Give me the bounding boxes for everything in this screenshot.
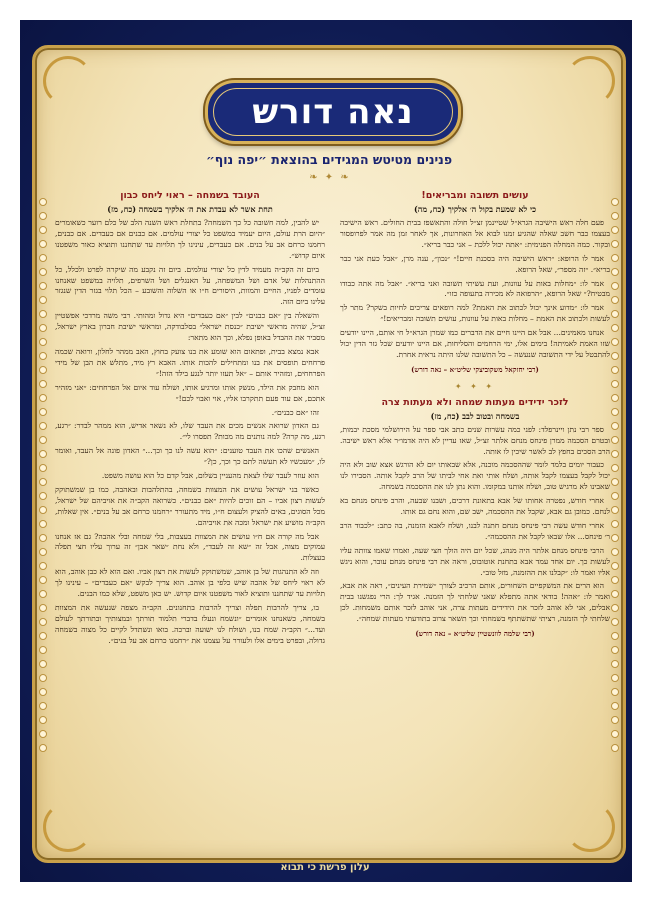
bead-icon (39, 534, 47, 542)
bead-icon (611, 380, 619, 388)
bead-icon (39, 366, 47, 374)
left-column (55, 190, 325, 650)
bead-icon (611, 212, 619, 220)
bead-icon (39, 674, 47, 682)
paragraph: ביום זה הקב״ה מעמיד לדין כל יצורי עולמים. ביום זה נקבע מה שיקרה לפרט ולכלל, כל ההתנהלות של אדם ושל המשפחה, על האנגלים ושל השרפים, תלויה במשפט שאנחנו עומדים לפניו, החיים והמוות, היסורים ח״ו או השלוה והשובע – הכל תלוי בגזר הדין שנגזר עלינו ביום הזה. (55, 264, 325, 307)
bead-icon (611, 310, 619, 318)
bead-icon (611, 520, 619, 528)
bead-icon (39, 590, 47, 598)
bead-icon (39, 478, 47, 486)
bead-icon (39, 268, 47, 276)
paragraph: כאשר בני ישראל עושים את המצוות בשמחה, בהתלהבות ובאהבה, כמו בן שמשתוקק לעשות רצון אביו – הם זוכים להיות ״אם כבנים״. כשרואה הקב״ה את אויביהם של ישראל, מכל הסוגים, באים להציק ולעצום ח״ו, מיד מתעורר ״רחמנו כרחם אב על בנים״. אין שאלות, הקב״ה מושיע את ישראל ומכה את אויביהם. (55, 484, 325, 527)
bead-icon (39, 520, 47, 528)
article-credit: (רבי יחזקאל משקוביצקי שליט״א – נאה דורש) (411, 364, 539, 374)
article-title: עושים תשובה ומבריאים! (421, 190, 529, 201)
bead-icon (39, 702, 47, 710)
bead-icon (39, 282, 47, 290)
bead-icon (39, 254, 47, 262)
bead-icon (611, 688, 619, 696)
bead-icon (39, 618, 47, 626)
paragraph: אחרי חודש, נפטרה אחותו של אבא בתאונת דרכים, ושבנו שבעה, והרב פינחס מנחם בא לנחם. כמובן גם אבא, שקבל את ההסכמה, ישב שם, והוא נחם גם אותו. (340, 496, 610, 517)
bead-icon (611, 240, 619, 248)
bead-icon (39, 548, 47, 556)
bead-icon (39, 646, 47, 654)
article-verse: כי לא שמעת בקול ה׳ אלקיך (כח, מה) (413, 204, 537, 214)
corner-ornament-icon (43, 802, 93, 852)
bead-icon (39, 506, 47, 514)
bead-icon (611, 576, 619, 584)
bead-border-right (611, 198, 619, 758)
footer-caption: עלון פרשת כי תבוא (280, 862, 370, 873)
bead-icon (611, 534, 619, 542)
bead-icon (611, 324, 619, 332)
bead-icon (39, 436, 47, 444)
bead-icon (39, 604, 47, 612)
corner-ornament-icon (565, 802, 615, 852)
bead-icon (611, 436, 619, 444)
paragraph: אמר לו: ״מחלות באות על עוונות, ועת עשיתי תשובה ואני בריא״. ״אבל מה אתה כבודו מבטיח?״ שאל הרופא, ״הרפואה לא מכירה בתעופה כזו״. (340, 278, 610, 299)
bead-icon (611, 618, 619, 626)
paragraph: אבל מה קורה אם ח״ו עושים את המצוות בעצבות, בלי שמחה ובלי אהבה? גם אז אנחנו עמוקים מצוה, אבל זה ״שא זה לעבד״, ולא נחת ״שאר אבן״ זה ערוך עליו חצי תפלה בעצלות. (55, 531, 325, 563)
corner-ornament-icon (565, 56, 615, 106)
bead-icon (39, 408, 47, 416)
paragraph: וזה לא התנהגות של בן אוהב, שמשתוקק לעשות את רצון אביו. ואם הוא לא כבן אוהב, הוא לא ראוי ליחס של אהבה שיש כלפי בן אוהב. הוא צריך לבקש ״אם כעבדים״ – עינינו לך תלויות עד שתחננו ותוציא לאור משפטנו איום קדוש. יש כאן משפט, שלא כמו הבנים. (55, 567, 325, 599)
bead-icon (611, 422, 619, 430)
bead-icon (39, 632, 47, 640)
bead-icon (39, 450, 47, 458)
bead-icon (611, 450, 619, 458)
subtitle: פנינים מטיטש המגידים בהוצאת ״יפה נוף״ (205, 152, 453, 167)
bead-icon (39, 310, 47, 318)
bead-icon (39, 198, 47, 206)
bead-icon (611, 268, 619, 276)
bead-icon (39, 688, 47, 696)
article-verse: תחת אשר לא עבדת את ה׳ אלקיך בשמחה (כח, מז) (107, 204, 273, 214)
bead-icon (39, 422, 47, 430)
paragraph: הוא הרים את המשקפיים השחורים, אותם הרכיב לצורך ״שמירת העינים״, ראה את אבא, ואמר לו: ״אהה! בודאי אתה מתפלא שאני שלחתי לך הזמנה. אגיד לך: הרי נפגשנו בבית אבלים, אני לא אוהב לזכר את הידידים מעתות צרה, אני אוהב לזכר אותם משמחות. לכן שלחתי לך הזמנה, רציתי שתשתתף בשמחתי וכך תשאר צרוב בתודעתי מעתות שמחה״. (340, 581, 610, 624)
divider-icon: ✦ ✦ ✦ (454, 381, 496, 391)
bead-icon (611, 366, 619, 374)
flourish-icon: ❧ ✦ ❧ (309, 172, 351, 183)
article-title: העובד בשמחה – ראוי ליחס כבון (120, 190, 260, 201)
banner-title: נאה דורש (252, 92, 414, 132)
bead-icon (39, 660, 47, 668)
paragraph: זהו ״אם כבנים״. (271, 407, 319, 417)
bead-icon (39, 352, 47, 360)
bead-border-left (39, 198, 47, 758)
bead-icon (611, 478, 619, 486)
bead-icon (611, 716, 619, 724)
parchment-panel (32, 45, 626, 863)
bead-icon (611, 562, 619, 570)
bead-icon (611, 198, 619, 206)
bead-icon (39, 296, 47, 304)
right-column (340, 190, 610, 646)
bead-icon (611, 506, 619, 514)
paragraph: אנחנו מאמינים... אבל אם היינו חיים את הדברים כמו שמרן הגרא״ל חי אותם, היינו יודעים שזו האמת לאמיתה! בימים אלו, ימי הרחמים והסליחות, אם היינו יודעים שכל גזר הדין יכול להתבטל על ידי התשובה שנעשה – כל התשובה שלנו היתה נראית אחרת. (340, 328, 610, 359)
paragraph: הרבי פינחס מנחם אלתר היה מנהג, שכל יום היה הולך חצי שעה, ואמרו שאמו צוותה עליו לעשות כך. יום אחד עמד אבא בתחנת אוטובוס, וראה את רבי פינחס מנחם עובר, והוא ניגש אליו ואמר לו: ״קבלנו את ההזמנה, מזל טוב״. (340, 545, 610, 577)
bead-icon (611, 674, 619, 682)
bead-icon (611, 338, 619, 346)
bead-icon (39, 744, 47, 752)
bead-icon (611, 590, 619, 598)
bead-icon (611, 352, 619, 360)
bead-icon (39, 716, 47, 724)
title-banner (205, 80, 461, 144)
paragraph: בו, צריך להרבות תפלה וצריך להרבות בתחנונים. הקב״ה מצפה שנעשה את המצוות בשמחה, כשאנחנו אומרים ״ונשמח ונעלז בדברי תלמוד תורתך ובמצותיך ובתורתך לעולם ועד...״ הקב״ה שמח בנו, ושולח לנו ישועה וברכה. בואו ונשתדל לקיים כל מצוה בשמחה גדולה, ובפרט בימים אלו ולעורר על עצמנו את ״רחמנו כרחם אב על בנים״. (55, 603, 325, 645)
bead-icon (39, 730, 47, 738)
paragraph: אבא נמצא בבית, ופתאום הוא שומע את בנו צועק בחוץ, האב ממהר לחלון, ורואה שכמה פרחחים תופסים את בנו ומתחילים להכות אותו. האבא רץ מיד, מתלש את הבן של מידי הפרחחים, ומזהיר אותם – ״אל תעזו יותר לנגע בילד הזה!״ (55, 346, 325, 378)
bead-icon (611, 548, 619, 556)
paragraph: האנשים שהכו את העבד טוענים: ״הוא עשה לנו כך וכך...״ האדון פונה אל העבד, ואומר לו, ״מעכשיו לא תעשה לתם כך וכך, כן?״ (55, 446, 325, 467)
paragraph: יש להבין, למה חשובה כל כך השמחה? בתחלת ראש השנה הלב של כלם רוער כשאומרים ״היום הרת עולם, היום יעמיד במשפט כל יצורי עולמים. אם כבנים אם כעבדים. אם כבנים, רחמנו כרחם אב על בנים. אם כעבדים, עינינו לך תלויות עד שתחננו ותוציא כאור משפטנו איום קדוש״. (55, 218, 325, 260)
bead-icon (611, 730, 619, 738)
article-verse: בשמחה ובטוב לבב (כח, מז) (430, 410, 520, 421)
bead-icon (611, 744, 619, 752)
paragraph: הוא עוזר לעבד שלו לצאת מהעניין בשלום, אבל קדם כל הוא עושה משפט. (101, 471, 319, 481)
bead-icon (611, 408, 619, 416)
bead-icon (39, 380, 47, 388)
bead-icon (611, 226, 619, 234)
article-credit: (רבי שלמה לוונשטיין שליט״א – נאה דורש) (415, 629, 535, 639)
bead-icon (39, 324, 47, 332)
bead-icon (39, 226, 47, 234)
bead-icon (611, 492, 619, 500)
paragraph: כעבור יומים בלמד לומר שההסכמה מוכנה, אלא שבאותו יום לא הורגש אצא שוב ולא היה יכול לקבל בעצמו לקבל אותה, ושלח אותי ואת אחי לביתו של הרב לקבל אותה. הסבירו לנו שאבינו לא מרגיש טוב, ושלח אותנו במקומו. והוא נתן לנו את ההסכמה בשמחה. (340, 460, 610, 492)
paragraph: הוא מחבק את הילד, מנשק אותו ומרגיע אותו, ושולח עוד איום אל הפרחחים: ״אני מזהיר אתכם, אם עוד פעם תתקרבו אליו, אוי ואבוי לכם!״ (55, 382, 325, 403)
bead-icon (611, 660, 619, 668)
paragraph: גם האדון שרואה אנשים מכים את העבד שלו, לא נשאר אדיש, הוא ממהר לבדר: ״רגע, רגע, מה קרה? למה נותנים מה מכות? תפסרו לי״. (55, 421, 325, 442)
corner-ornament-icon (43, 56, 93, 106)
bead-icon (611, 632, 619, 640)
bead-icon (611, 604, 619, 612)
paragraph: אחרי חודש עשה רבי פינחס מנחם חתנה לבנו, ושלח לאבא הזמנה, בה כתב: ״לכבוד הרב ר׳ פינחס... אלו שבאו לקבל את ההסכמה״. (340, 520, 610, 541)
bead-icon (611, 646, 619, 654)
bead-icon (39, 492, 47, 500)
paragraph: אמר לו הרופא: ״ראש הישיבה היה בסכנת חיים!״ ״נכון״, ענה מרן, ״אבל כעת אני כבר בריא״. ״זה מספר״, שאל הרופא. (340, 253, 610, 274)
paragraph: והשאלה בין ״אם כבנים״ לבין ״אם כעבדים״ היא גדול ומהותי. רבי משה מרדכי אפשטיין זצ״ל, שהיה מראשי ישיבת ״כנסת ישראל״ בסלבודקה, ומראשי ישיבת חברון בארץ ישראל, מסביר את ההבדל באופן נפלא, וכך הוא מתאר: (55, 311, 325, 343)
bead-icon (611, 254, 619, 262)
bead-icon (611, 394, 619, 402)
paragraph: פעם חלה ראש הישיבה הגרא״ל שטיינמן זצ״ל חולה והתאשפז בבית החולים. ראש הישיבה בעצמו כבר חשב שאלה שהגיע זמנו לבוא אל האחרונות, אך לאחר זמן מה אמר לפרופסור ובקור. כמה המחלה הפנימית: ״אתה יכול ללכת – אני כבר בריא״. (340, 218, 610, 249)
bead-icon (39, 464, 47, 472)
bead-icon (611, 702, 619, 710)
bead-icon (611, 282, 619, 290)
bead-icon (39, 338, 47, 346)
bead-icon (39, 394, 47, 402)
paragraph: ספר רבי נתן ויינרפלד: לפני כמה עשרות שנים כתב אבי ספר על הירושלמי מסכת יבמות, ובטרם הסכמה ממרן פינחס מנחם אלתר זצ״ל, שאז עדיין לא היה אדמו״ר אלא ראש ישיבה. הרב הסכים בחפץ לב לאשר שיכין לו אותה. (340, 424, 610, 456)
bead-icon (39, 576, 47, 584)
paragraph: אמר לו: ״מדוע אינך יכול לכתוב את האמת? למה רופאים צריכים לחיות בשקר? מתר לך לעשות ולכתוב את האמת – מחלות באות על עוונות, עושים תשובה ומבריאים!״ (340, 303, 610, 324)
bead-icon (39, 562, 47, 570)
article-title: לזכר ידידים מעתות שמחה ולא מעתות צרה (381, 396, 569, 408)
bead-icon (39, 212, 47, 220)
bead-icon (39, 240, 47, 248)
bead-icon (611, 296, 619, 304)
bead-icon (611, 464, 619, 472)
